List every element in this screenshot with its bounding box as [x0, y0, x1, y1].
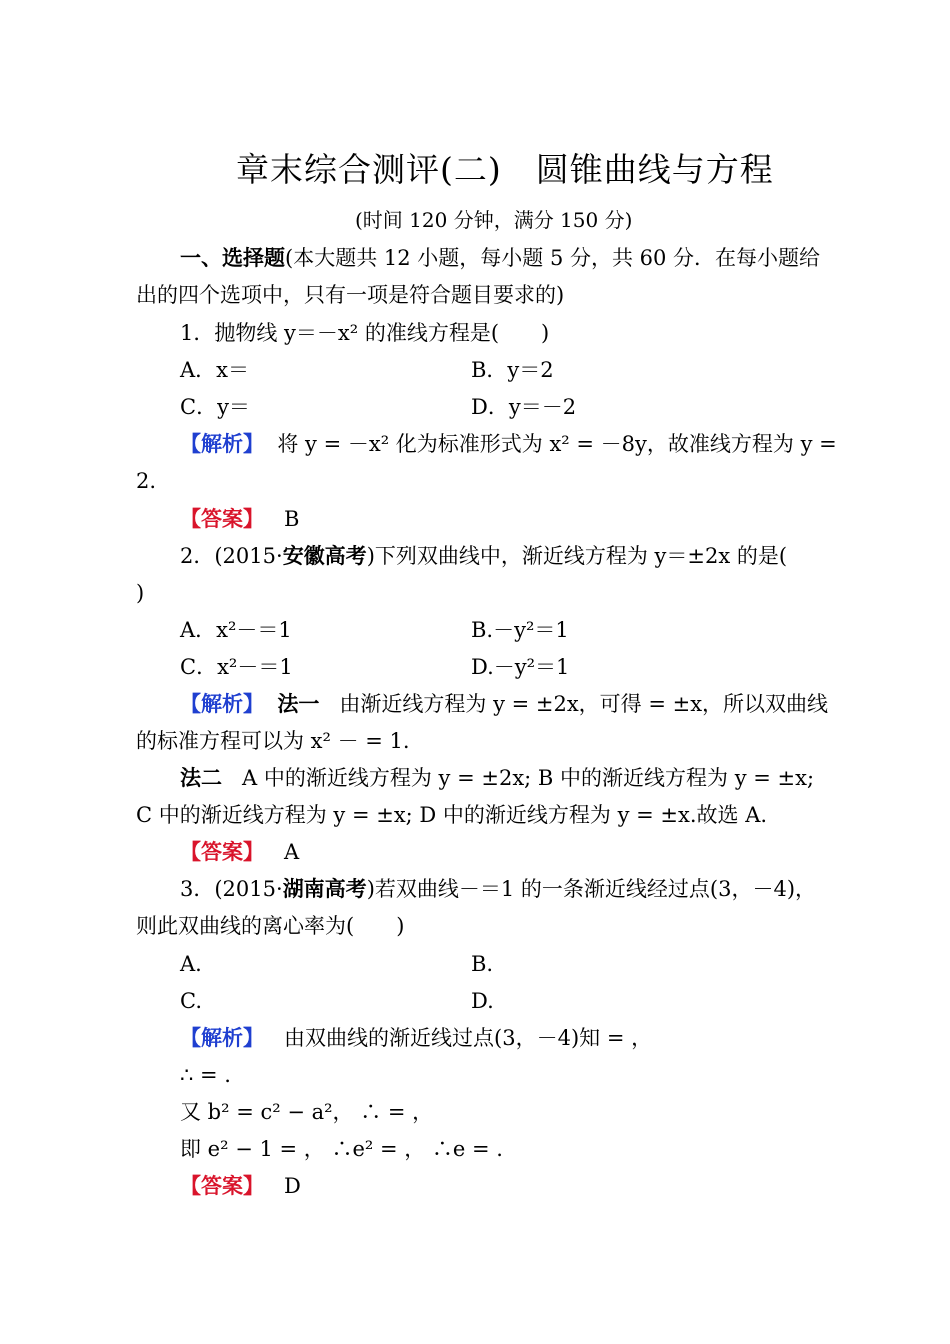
- q2-source: 安徽高考: [282, 543, 367, 568]
- q3-analysis-text-1: 由双曲线的渐近线过点(3，－4)知 = ，: [284, 1026, 653, 1050]
- q2-analysis-line4: C 中的渐近线方程为 y = ±x; D 中的渐近线方程为 y = ±x.故选 A.: [136, 803, 768, 827]
- section-intro-line1: [180, 245, 820, 271]
- section-desc-1: (本大题共 12 小题，每小题 5 分，共 60 分．在每小题给: [285, 246, 821, 270]
- q3-answer: D: [284, 1174, 301, 1198]
- q1-option-c: C．y＝: [180, 395, 250, 419]
- q2-stem-text: )下列双曲线中，渐近线方程为 y＝±2x 的是(: [366, 544, 788, 568]
- q3-answer-label: 【答案】: [180, 1173, 264, 1198]
- q1-answer-line: [180, 506, 299, 532]
- q2-analysis-text-1: 由渐近线方程为 y = ±2x，可得 = ±x，所以双曲线: [339, 692, 829, 716]
- q3-option-c: C.: [180, 989, 202, 1013]
- q1-option-a: A．x＝: [180, 358, 250, 382]
- q1-stem: 1．抛物线 y＝－x² 的准线方程是( ): [180, 321, 550, 345]
- q1-option-b: B．y＝2: [471, 358, 554, 382]
- q1-option-d: D．y＝－2: [471, 395, 577, 419]
- q2-analysis-line3: [180, 765, 814, 791]
- q2-analysis-text-3: A 中的渐近线方程为 y = ±2x; B 中的渐近线方程为 y = ±x;: [242, 766, 815, 790]
- q3-analysis-line4: 即 e² − 1 = ， ∴e² = ， ∴e = .: [180, 1137, 503, 1161]
- q3-analysis-line1: [180, 1025, 652, 1051]
- page-title: 章末综合测评(二) 圆锥曲线与方程: [236, 150, 774, 189]
- q1-answer-label: 【答案】: [180, 506, 264, 531]
- q2-stem-line1: [180, 543, 787, 569]
- q1-analysis-line2: 2.: [136, 469, 157, 493]
- q3-analysis-line2: ∴ = .: [180, 1063, 231, 1087]
- q3-analysis-line3: 又 b² = c² − a²， ∴ = ，: [180, 1100, 434, 1124]
- section-desc-2: 出的四个选项中，只有一项是符合题目要求的): [136, 283, 565, 307]
- q2-option-d: D.－y²＝1: [471, 655, 570, 679]
- q2-method1-label: 法一: [277, 691, 320, 716]
- q2-option-c: C．x²－＝1: [180, 655, 293, 679]
- q3-option-a: A.: [180, 952, 202, 976]
- q3-analysis-label: 【解析】: [180, 1025, 264, 1050]
- q1-analysis-line1: [180, 431, 837, 457]
- q3-answer-line: [180, 1173, 301, 1199]
- q1-analysis-label: 【解析】: [180, 431, 264, 456]
- q3-option-b: B.: [471, 952, 494, 976]
- q2-analysis-label: 【解析】: [180, 691, 264, 716]
- q2-stem-prefix: 2．(2015·: [180, 544, 283, 568]
- q3-stem-line2: 则此双曲线的离心率为( ): [136, 914, 405, 938]
- q2-answer-label: 【答案】: [180, 839, 264, 864]
- q3-option-d: D.: [471, 989, 494, 1013]
- q2-answer-line: [180, 839, 299, 865]
- q1-answer: B: [284, 507, 300, 531]
- q1-analysis-text-1: 将 y = －x² 化为标准形式为 x² = －8y，故准线方程为 y =: [277, 432, 837, 456]
- q2-stem-line2: ): [136, 581, 145, 605]
- q2-analysis-line2: 的标准方程可以为 x² － = 1.: [136, 729, 410, 753]
- q3-source: 湖南高考: [282, 876, 367, 901]
- q2-method2-label: 法二: [180, 765, 222, 790]
- q2-answer: A: [284, 840, 300, 864]
- q3-stem-line1: [180, 876, 816, 902]
- q2-option-b: B.－y²＝1: [471, 618, 569, 642]
- q3-stem-prefix: 3．(2015·: [180, 877, 283, 901]
- q2-analysis-line1: [180, 691, 828, 717]
- q3-stem-text: )若双曲线－＝1 的一条渐近线经过点(3，－4)，: [366, 877, 817, 901]
- q2-option-a: A．x²－＝1: [180, 618, 292, 642]
- section-heading: 一、选择题: [180, 245, 285, 270]
- page-subtitle: (时间 120 分钟，满分 150 分): [355, 208, 633, 232]
